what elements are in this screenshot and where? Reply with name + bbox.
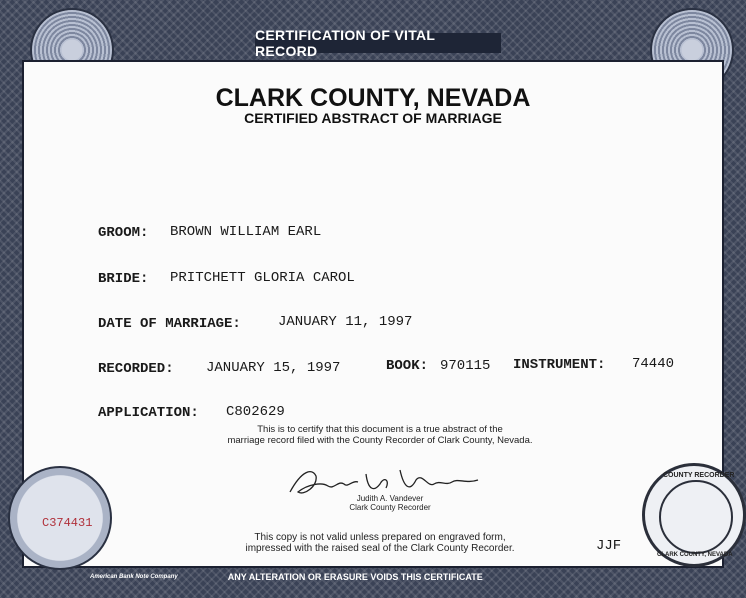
groom-label: GROOM: (98, 225, 149, 241)
instrument-label: INSTRUMENT: (513, 357, 606, 373)
seal-top-text: COUNTY RECORDER (663, 472, 735, 479)
document-subtitle: CERTIFIED ABSTRACT OF MARRIAGE (244, 110, 502, 126)
application-value: C802629 (226, 404, 285, 420)
application-label: APPLICATION: (98, 405, 199, 421)
county-recorder-seal (642, 463, 746, 567)
instrument-value: 74440 (632, 356, 675, 372)
book-value: 970115 (440, 358, 491, 374)
banner-title: CERTIFICATION OF VITAL RECORD (255, 33, 501, 53)
recorded-value: JANUARY 15, 1997 (206, 360, 341, 376)
alteration-warning: ANY ALTERATION OR ERASURE VOIDS THIS CERTIFICATE (227, 572, 483, 582)
clerk-initials: JJF (596, 538, 622, 554)
county-title: CLARK COUNTY, NEVADA (215, 84, 531, 112)
certification-line-1: This is to certify that this document is a true abstract of the (257, 424, 503, 435)
signer-title: Clark County Recorder (349, 503, 431, 512)
certification-line-2: marriage record filed with the County Recorder of Clark County, Nevada. (227, 435, 533, 446)
seal-bottom-text: CLARK COUNTY, NEVADA (657, 552, 733, 558)
bride-label: BRIDE: (98, 271, 149, 287)
seal-inner-ring (659, 480, 733, 554)
certificate-serial-number: C374431 (42, 516, 93, 530)
date-value: JANUARY 11, 1997 (278, 314, 413, 330)
bride-value: PRITCHETT GLORIA CAROL (170, 270, 355, 286)
printer-name: American Bank Note Company (90, 574, 178, 580)
validity-line-1: This copy is not valid unless prepared on engraved form, (254, 532, 506, 543)
date-label: DATE OF MARRIAGE: (98, 316, 241, 332)
validity-line-2: impressed with the raised seal of the Clark County Recorder. (245, 543, 515, 554)
footer-strip (90, 570, 650, 584)
book-label: BOOK: (386, 358, 429, 374)
signer-name: Judith A. Vandever (356, 494, 424, 503)
recorded-label: RECORDED: (98, 361, 174, 377)
groom-value: BROWN WILLIAM EARL (170, 224, 322, 240)
